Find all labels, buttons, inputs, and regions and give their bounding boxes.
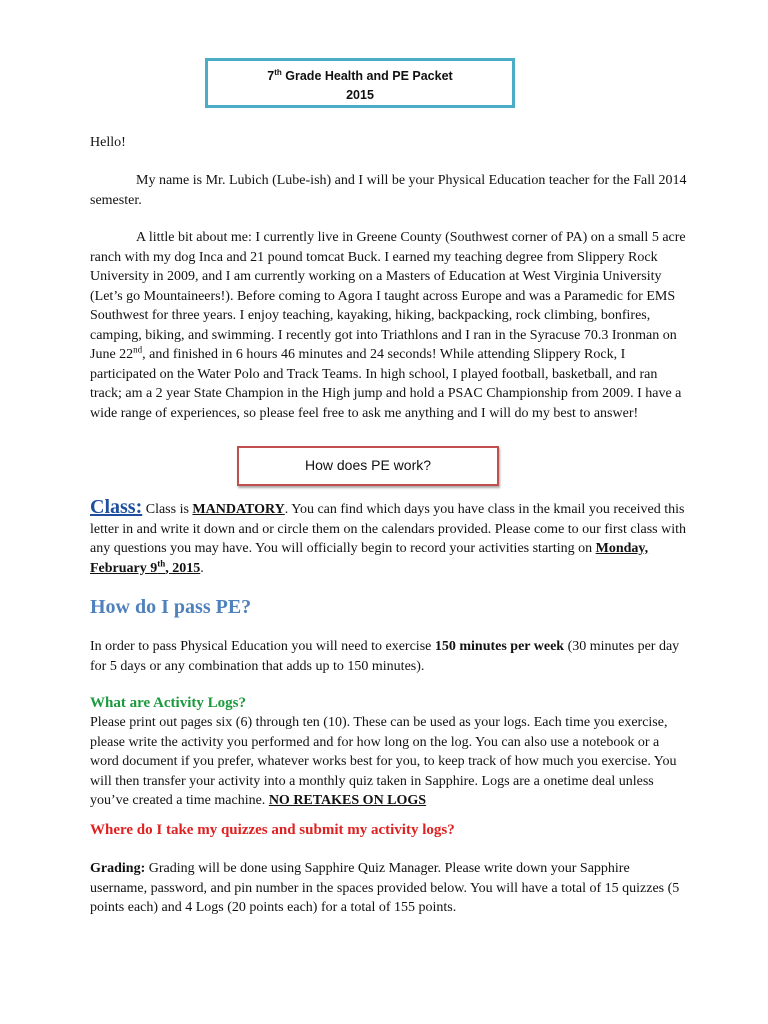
activity-logs-heading: What are Activity Logs? xyxy=(90,695,246,711)
how-does-pe-work-box: How does PE work? xyxy=(237,446,499,486)
class-paragraph: Class: Class is MANDATORY. You can find which days you have class in the kmail you received this letter in and write it down and or circle them on the calendars provided. Please come to our first class with any questions you may have. You will officially begin to record your activities starting on Monday, February 9th, 2015. xyxy=(90,496,686,576)
pass-paragraph: In order to pass Physical Education you will need to exercise 150 minutes per week (30 minutes per day for 5 days or any combination that adds up to 150 minutes). xyxy=(90,639,680,674)
no-retakes-label: NO RETAKES ON LOGS xyxy=(268,793,427,808)
mandatory-label: MANDATORY xyxy=(192,502,285,517)
logs-paragraph: Please print out pages six (6) through ten (10). These can be used as your logs. Each time you exercise, please write the activity you performed and for how long on the log. You can also use a notebook or a word document if you prefer, whatever works best for you, to keep track of how much you exercise. You will then transfer your activity into a monthly quiz taken in Sapphire. Logs are a onetime deal unless you’ve created a time machine. NO RETAKES ON LOGS xyxy=(90,715,677,808)
grading-label: Grading: xyxy=(90,861,146,876)
quizzes-heading: Where do I take my quizzes and submit my activity logs? xyxy=(90,822,455,838)
pass-pe-heading: How do I pass PE? xyxy=(90,596,252,618)
class-heading: Class: xyxy=(90,496,143,518)
packet-title-box xyxy=(205,58,515,108)
grading-paragraph: Grading: Grading will be done using Sapphire Quiz Manager. Please write down your Sapphire username, password, and pin number in the spaces provided below. You will have a total of 15 quizzes (5 points each) and 4 Logs (20 points each) for a total of 155 points. xyxy=(90,861,680,915)
minutes-per-week: 150 minutes per week xyxy=(434,639,565,654)
packet-title xyxy=(208,67,512,86)
intro-paragraph: My name is Mr. Lubich (Lube-ish) and I will be your Physical Education teacher for the Fall 2014 semester. xyxy=(90,173,687,208)
grade-superscript: th xyxy=(274,67,282,77)
packet-year: 2015 xyxy=(346,88,374,102)
packet-title-text: Grade Health and PE Packet xyxy=(281,69,453,83)
greeting: Hello! xyxy=(90,135,126,150)
grade-number: 7 xyxy=(267,69,275,83)
start-date: Monday, February 9th, 2015 xyxy=(90,541,649,576)
about-paragraph: A little bit about me: I currently live in Greene County (Southwest corner of PA) on a small 5 acre ranch with my dog Inca and 21 pound tomcat Buck. I earned my teaching degree from Slippery Rock University in 2009, and I am currently working on a Masters of Education at West Virginia University (Let’s go Mountaineers!). Before coming to Agora I taught across Europe and was a Paramedic for EMS Southwest for three years. I enjoy teaching, kayaking, hiking, backpacking, rock climbing, bonfires, camping, biking, and swimming. I recently got into Triathlons and I ran in the Syracuse 70.3 Ironman on June 22nd, and finished in 6 hours 46 minutes and 24 seconds! While attending Slippery Rock, I participated on the Water Polo and Track Teams. In high school, I played football, basketball, and ran track; am a 2 year State Champion in the High jump and hold a PSAC Championship from 2009. I have a wide range of experiences, so please feel free to ask me anything and I will do my best to answer! xyxy=(90,230,686,421)
